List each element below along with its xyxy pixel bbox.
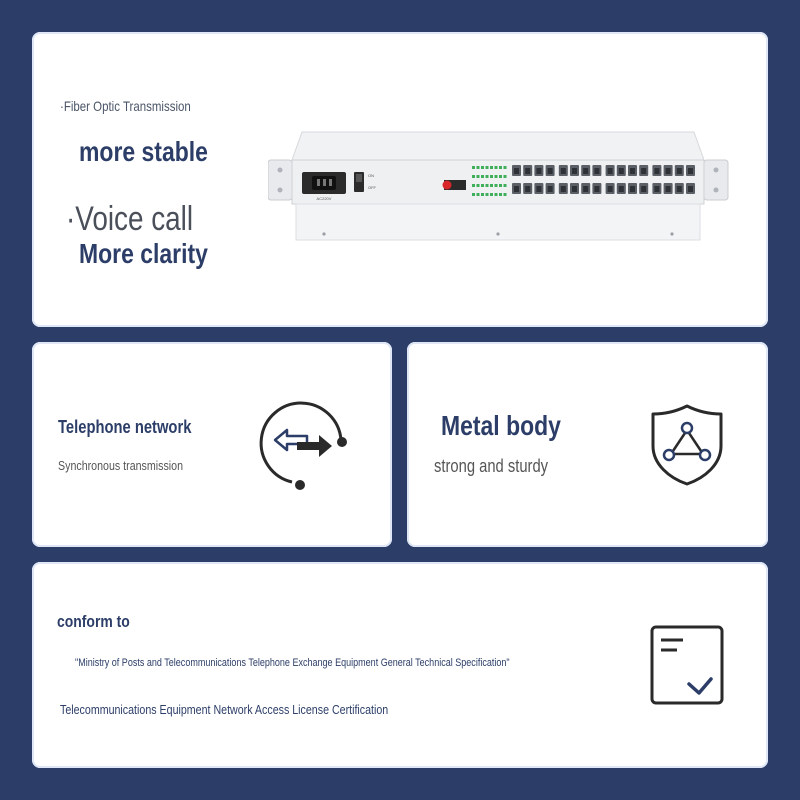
status-led [499,193,502,196]
synchronous-transmission-text: Synchronous transmission [58,458,184,473]
network-access-license-text: Telecommunications Equipment Network Access License Certification [60,702,389,717]
document-check-icon [649,624,725,706]
strong-sturdy-text: strong and sturdy [434,456,549,476]
status-led [499,166,502,169]
status-led [495,193,498,196]
fiber-optic-line: ·Fiber Optic Transmission [60,98,191,114]
status-led [495,184,498,187]
status-led [477,166,480,169]
fiber-transmission-card [32,32,768,327]
certification-card [32,562,768,768]
telephone-network-card [32,342,392,547]
status-led [504,175,507,178]
status-led [499,175,502,178]
status-led [490,193,493,196]
more-stable-line: more stable [79,136,208,167]
metal-body-card [407,342,768,547]
on-label: ON [368,173,374,178]
fiber-optic-device-image [268,130,730,242]
status-led [486,193,489,196]
status-led [504,184,507,187]
status-led [472,184,475,187]
telephone-network-title: Telephone network [58,417,192,437]
more-clarity-line: More clarity [79,238,208,269]
status-led [495,175,498,178]
shield-network-icon [647,402,727,488]
status-led [481,193,484,196]
metal-body-title: Metal body [441,410,561,441]
status-led [490,166,493,169]
ministry-specification-text: "Ministry of Posts and Telecommunications Telephone Exchange Equipment General Technical Specification" [75,657,510,669]
conform-to-heading: conform to [57,612,130,631]
status-led [472,166,475,169]
voice-call-line: ·Voice call [66,200,194,238]
status-led [477,184,480,187]
status-led [499,184,502,187]
status-led [477,193,480,196]
status-led [504,166,507,169]
status-led [490,175,493,178]
transfer-arrows-icon [257,400,352,492]
status-led [472,175,475,178]
off-label: OFF [368,185,376,190]
status-led [481,175,484,178]
status-led [504,193,507,196]
status-led [490,184,493,187]
status-led [486,166,489,169]
status-led [472,193,475,196]
status-led [486,184,489,187]
status-led [481,166,484,169]
status-led [486,175,489,178]
status-led [481,184,484,187]
status-led [477,175,480,178]
power-label: AC220V [316,196,332,201]
status-led [495,166,498,169]
